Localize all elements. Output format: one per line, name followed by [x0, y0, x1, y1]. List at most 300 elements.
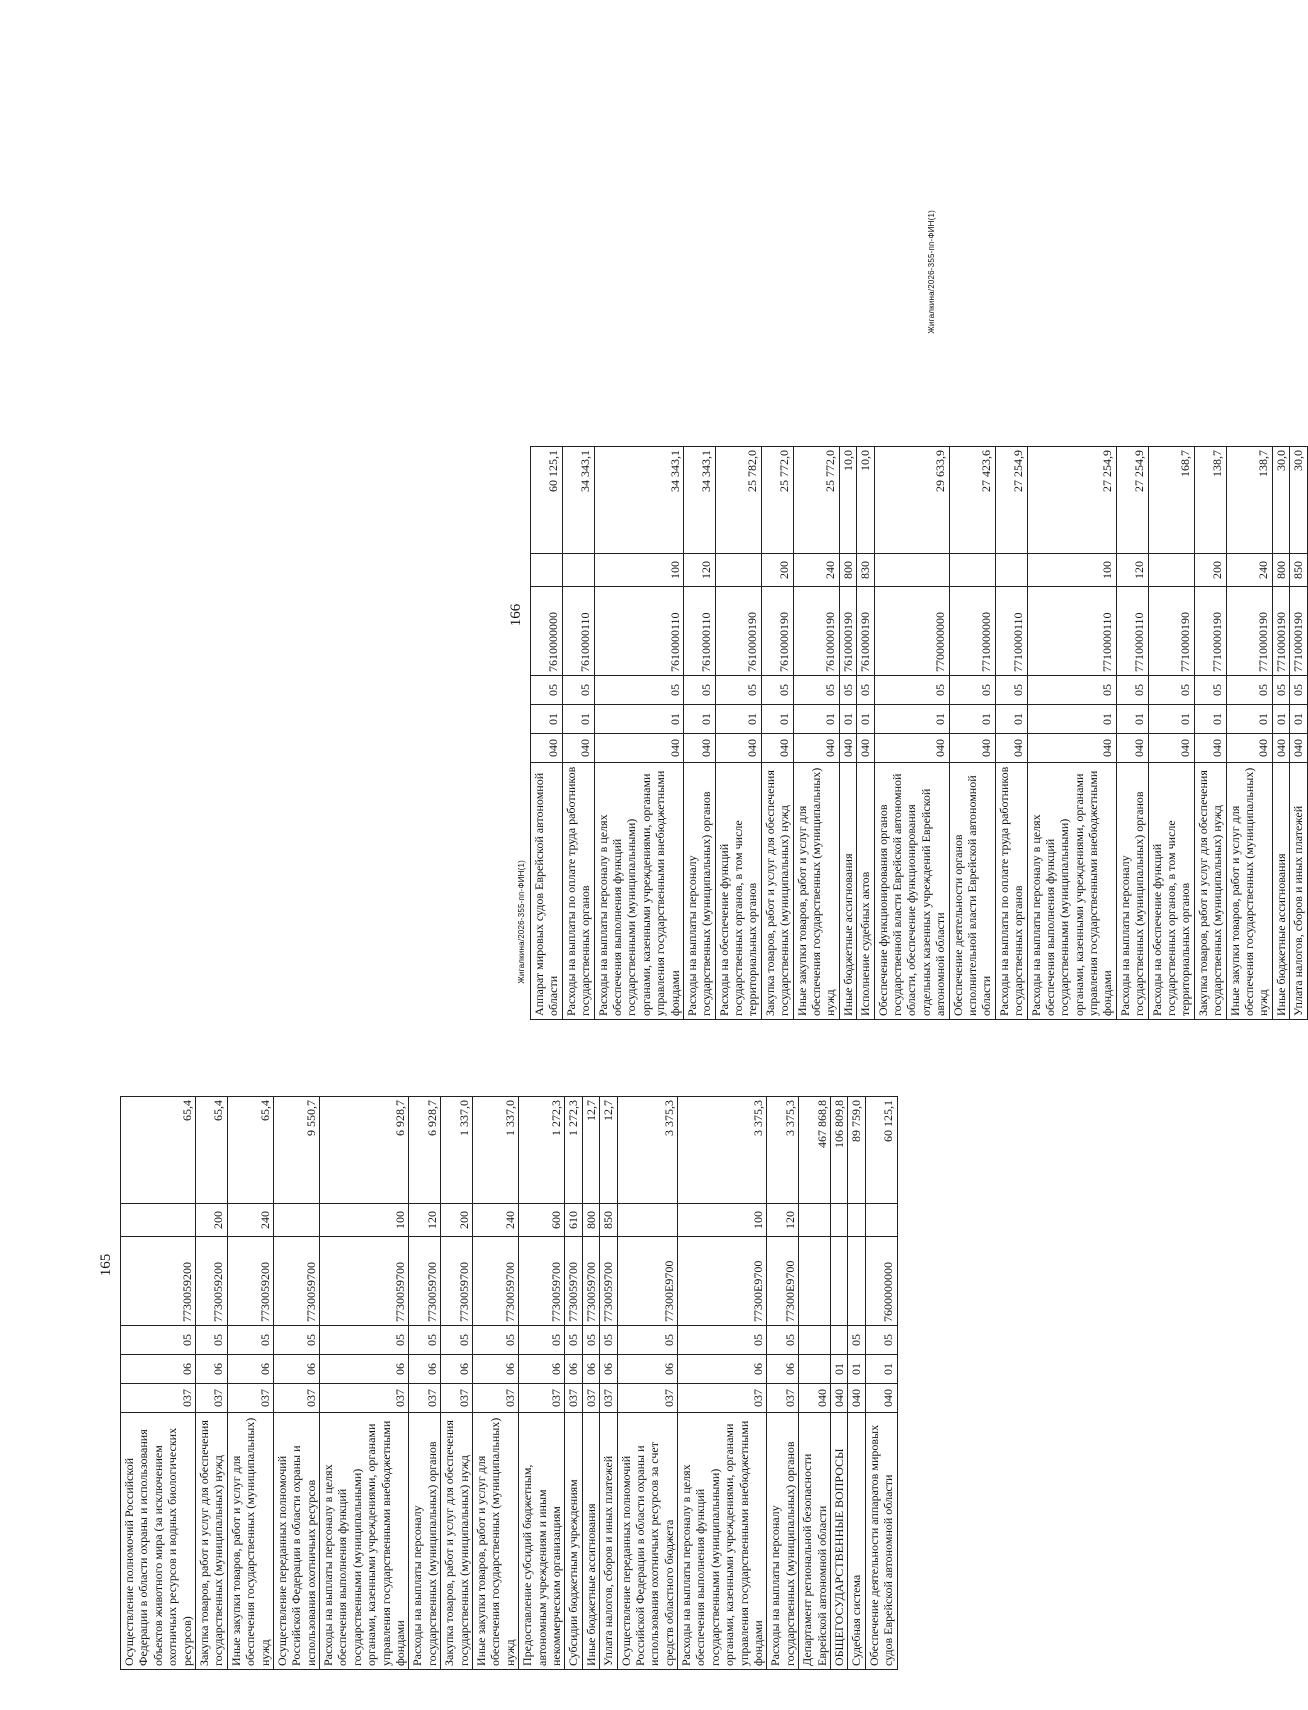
expense-type-code: 100 [320, 1204, 409, 1237]
section-code: 01 [683, 705, 715, 734]
expense-type-code [949, 554, 995, 587]
amount: 29 633,9 [874, 447, 949, 554]
expense-type-code: 100 [678, 1204, 767, 1237]
expense-type-code: 800 [839, 554, 856, 587]
section-code: 01 [1272, 705, 1289, 734]
amount: 1 337,0 [441, 1097, 473, 1204]
row-name: Иные бюджетные ассигнования [582, 1413, 599, 1670]
row-name: Субсидии бюджетным учреждениям [565, 1413, 582, 1670]
document-footer: Жигалкина/2026-355-пп-ФИН(1) [517, 860, 526, 984]
grbs-code: 037 [767, 1384, 799, 1413]
target-article-code: 7610000110 [562, 587, 594, 676]
row-name: Обеспечение деятельности органов исполнительной власти Еврейской автономной области [949, 763, 995, 1020]
section-code: 06 [600, 1355, 617, 1384]
target-article-code: 7610000190 [715, 587, 761, 676]
subsection-code: 05 [227, 1326, 273, 1355]
subsection-code: 05 [1226, 676, 1272, 705]
grbs-code: 037 [565, 1384, 582, 1413]
amount: 12,7 [582, 1097, 599, 1204]
section-code: 01 [830, 1355, 847, 1384]
row-name: Расходы на выплаты персоналу государственных (муниципальных) органов [683, 763, 715, 1020]
subsection-code: 05 [874, 676, 949, 705]
budget-table [120, 1096, 898, 1670]
target-article-code: 77300E9700 [617, 1237, 678, 1326]
subsection-code: 05 [472, 1326, 518, 1355]
section-code: 01 [1027, 705, 1116, 734]
grbs-code: 040 [1290, 734, 1307, 763]
target-article-code: 7610000190 [793, 587, 839, 676]
row-name: Расходы на обеспечение функций государственных органов, в том числе территориальных органов [715, 763, 761, 1020]
target-article-code: 7610000110 [683, 587, 715, 676]
grbs-code: 037 [320, 1384, 409, 1413]
amount: 138,7 [1194, 447, 1226, 554]
table-row [1226, 447, 1272, 1020]
row-name: Расходы на выплаты персоналу в целях обеспечения выполнения функций государственными (муниципальными) органами, казенными учреждениями, органами управления государственными внебюджетными фондами [594, 763, 683, 1020]
target-article-code: 7730059700 [441, 1237, 473, 1326]
expense-type-code [617, 1204, 678, 1237]
amount: 25 772,0 [793, 447, 839, 554]
table-row [562, 447, 594, 1020]
amount: 27 423,6 [949, 447, 995, 554]
expense-type-code: 240 [227, 1204, 273, 1237]
budget-table [530, 446, 1308, 1020]
subsection-code: 05 [949, 676, 995, 705]
section-code: 01 [1148, 705, 1194, 734]
row-name: Расходы на выплаты персоналу в целях обеспечения выполнения функций государственными (муниципальными) органами, казенными учреждениями, органами управления государственными внебюджетными фондами [320, 1413, 409, 1670]
row-name: Закупка товаров, работ и услуг для обеспечения государственных (муниципальных) нужд [441, 1413, 473, 1670]
grbs-code: 040 [562, 734, 594, 763]
grbs-code: 040 [594, 734, 683, 763]
section-code: 01 [1290, 705, 1307, 734]
expense-type-code: 610 [565, 1204, 582, 1237]
subsection-code: 05 [857, 676, 874, 705]
subsection-code: 05 [600, 1326, 617, 1355]
table-row [848, 1097, 865, 1670]
subsection-code: 05 [562, 676, 594, 705]
table-row [227, 1097, 273, 1670]
row-name: Иные бюджетные ассигнования [839, 763, 856, 1020]
row-name: Расходы на обеспечение функций государственных органов, в том числе территориальных органов [1148, 763, 1194, 1020]
section-code: 06 [519, 1355, 565, 1384]
subsection-code: 05 [865, 1326, 897, 1355]
section-code: 01 [1116, 705, 1148, 734]
amount: 34 343,1 [683, 447, 715, 554]
expense-type-code [874, 554, 949, 587]
subsection-code: 05 [565, 1326, 582, 1355]
amount: 25 772,0 [761, 447, 793, 554]
grbs-code: 040 [531, 734, 563, 763]
expense-type-code [848, 1204, 865, 1237]
expense-type-code: 120 [683, 554, 715, 587]
row-name: Расходы на выплаты персоналу государственных (муниципальных) органов [409, 1413, 441, 1670]
target-article-code [799, 1237, 831, 1326]
row-name: Иные закупки товаров, работ и услуг для обеспечения государственных (муниципальных) нужд [1226, 763, 1272, 1020]
amount: 168,7 [1148, 447, 1194, 554]
section-code: 06 [472, 1355, 518, 1384]
table-row [1194, 447, 1226, 1020]
amount: 6 928,7 [409, 1097, 441, 1204]
expense-type-code: 100 [1027, 554, 1116, 587]
target-article-code: 77300E9700 [767, 1237, 799, 1326]
subsection-code: 05 [1027, 676, 1116, 705]
table-row [600, 1097, 617, 1670]
amount: 34 343,1 [594, 447, 683, 554]
amount: 27 254,9 [1116, 447, 1148, 554]
table-row [767, 1097, 799, 1670]
grbs-code: 037 [195, 1384, 227, 1413]
amount: 27 254,9 [1027, 447, 1116, 554]
grbs-code: 040 [830, 1384, 847, 1413]
section-code [799, 1355, 831, 1384]
row-name: Судебная система [848, 1413, 865, 1670]
target-article-code: 7610000190 [761, 587, 793, 676]
section-code: 01 [562, 705, 594, 734]
expense-type-code: 800 [582, 1204, 599, 1237]
subsection-code: 05 [617, 1326, 678, 1355]
expense-type-code [562, 554, 594, 587]
table-row [617, 1097, 678, 1670]
amount: 138,7 [1226, 447, 1272, 554]
page-number: 166 [508, 603, 524, 627]
target-article-code: 7730059700 [565, 1237, 582, 1326]
grbs-code: 037 [617, 1384, 678, 1413]
row-name: Расходы на выплаты персоналу государственных (муниципальных) органов [1116, 763, 1148, 1020]
grbs-code: 040 [839, 734, 856, 763]
table-row [683, 447, 715, 1020]
expense-type-code: 200 [1194, 554, 1226, 587]
grbs-code: 037 [273, 1384, 319, 1413]
table-row [1027, 447, 1116, 1020]
expense-type-code: 100 [594, 554, 683, 587]
table-row [830, 1097, 847, 1670]
row-name: Расходы на выплаты по оплате труда работников государственных органов [562, 763, 594, 1020]
budget-page-166 [410, 0, 1306, 1016]
section-code: 01 [531, 705, 563, 734]
subsection-code: 05 [761, 676, 793, 705]
grbs-code: 040 [1226, 734, 1272, 763]
section-code: 01 [874, 705, 949, 734]
expense-type-code [865, 1204, 897, 1237]
table-row [949, 447, 995, 1020]
amount: 1 272,3 [565, 1097, 582, 1204]
subsection-code: 05 [683, 676, 715, 705]
grbs-code: 040 [874, 734, 949, 763]
amount: 27 254,9 [995, 447, 1027, 554]
section-code: 01 [793, 705, 839, 734]
table-row [857, 447, 874, 1020]
table-row [472, 1097, 518, 1670]
table-row [995, 447, 1027, 1020]
target-article-code: 7700000000 [874, 587, 949, 676]
table-row [1148, 447, 1194, 1020]
target-article-code: 7710000190 [1226, 587, 1272, 676]
subsection-code: 05 [121, 1326, 196, 1355]
expense-type-code: 850 [1290, 554, 1307, 587]
row-name: Уплата налогов, сборов и иных платежей [600, 1413, 617, 1670]
amount: 9 550,7 [273, 1097, 319, 1204]
amount: 65,4 [227, 1097, 273, 1204]
expense-type-code: 200 [195, 1204, 227, 1237]
row-name: Осуществление полномочий Российской Федерации в области охраны и использования объектов животного мира (за исключением охотничьих ресурсов и водных биологических ресурсов) [121, 1413, 196, 1670]
row-name: Обеспечение функционирования органов государственной власти Еврейской автономной области, обеспечение функционирования отдельных казенных учреждений Еврейской автономной области [874, 763, 949, 1020]
expense-type-code [830, 1204, 847, 1237]
amount: 65,4 [195, 1097, 227, 1204]
row-name: Осуществление переданных полномочий Российской Федерации в области охраны и использования охотничьих ресурсов [273, 1413, 319, 1670]
amount: 60 125,1 [531, 447, 563, 554]
row-name: Уплата налогов, сборов и иных платежей [1290, 763, 1307, 1020]
amount: 3 375,3 [678, 1097, 767, 1204]
grbs-code: 040 [995, 734, 1027, 763]
section-code: 06 [617, 1355, 678, 1384]
target-article-code: 7730059700 [320, 1237, 409, 1326]
target-article-code: 7710000000 [949, 587, 995, 676]
row-name: Аппарат мировых судов Еврейской автономной области [531, 763, 563, 1020]
table-row [582, 1097, 599, 1670]
rotated-page-content [500, 210, 1306, 1020]
table-row [715, 447, 761, 1020]
grbs-code: 040 [857, 734, 874, 763]
grbs-code: 037 [227, 1384, 273, 1413]
target-article-code: 7610000110 [594, 587, 683, 676]
target-article-code: 7730059700 [600, 1237, 617, 1326]
subsection-code: 05 [1272, 676, 1289, 705]
expense-type-code: 240 [472, 1204, 518, 1237]
grbs-code: 040 [793, 734, 839, 763]
row-name: Расходы на выплаты персоналу государственных (муниципальных) органов [767, 1413, 799, 1670]
row-name: Иные закупки товаров, работ и услуг для обеспечения государственных (муниципальных) нужд [472, 1413, 518, 1670]
table-row [409, 1097, 441, 1670]
amount: 106 809,8 [830, 1097, 847, 1204]
section-code: 06 [121, 1355, 196, 1384]
grbs-code: 040 [1027, 734, 1116, 763]
amount: 1 272,3 [519, 1097, 565, 1204]
subsection-code: 05 [1290, 676, 1307, 705]
section-code: 06 [582, 1355, 599, 1384]
subsection-code: 05 [531, 676, 563, 705]
subsection-code: 05 [848, 1326, 865, 1355]
section-code: 06 [227, 1355, 273, 1384]
document-footer: Жигалкина/2026-355-пп-ФИН(1) [927, 210, 936, 334]
target-article-code [848, 1237, 865, 1326]
subsection-code: 05 [273, 1326, 319, 1355]
section-code: 01 [848, 1355, 865, 1384]
amount: 65,4 [121, 1097, 196, 1204]
subsection-code: 05 [678, 1326, 767, 1355]
expense-type-code: 120 [767, 1204, 799, 1237]
expense-type-code: 600 [519, 1204, 565, 1237]
expense-type-code [799, 1204, 831, 1237]
target-article-code: 7730059700 [472, 1237, 518, 1326]
table-row [1272, 447, 1289, 1020]
amount: 60 125,1 [865, 1097, 897, 1204]
subsection-code: 05 [767, 1326, 799, 1355]
subsection-code: 05 [839, 676, 856, 705]
target-article-code: 7730059700 [409, 1237, 441, 1326]
target-article-code: 7730059700 [519, 1237, 565, 1326]
section-code: 01 [949, 705, 995, 734]
section-code: 01 [715, 705, 761, 734]
expense-type-code [995, 554, 1027, 587]
grbs-code: 037 [409, 1384, 441, 1413]
table-row [761, 447, 793, 1020]
subsection-code [799, 1326, 831, 1355]
target-article-code: 7710000190 [1290, 587, 1307, 676]
target-article-code: 7730059700 [273, 1237, 319, 1326]
page-number: 165 [98, 1253, 114, 1277]
table-row [1290, 447, 1307, 1020]
grbs-code: 040 [865, 1384, 897, 1413]
expense-type-code: 830 [857, 554, 874, 587]
row-name: ОБЩЕГОСУДАРСТВЕННЫЕ ВОПРОСЫ [830, 1413, 847, 1670]
row-name: Расходы на выплаты по оплате труда работников государственных органов [995, 763, 1027, 1020]
section-code: 01 [761, 705, 793, 734]
grbs-code: 040 [799, 1384, 831, 1413]
grbs-code: 040 [949, 734, 995, 763]
row-name: Исполнение судебных актов [857, 763, 874, 1020]
grbs-code: 037 [121, 1384, 196, 1413]
target-article-code: 7610000000 [531, 587, 563, 676]
expense-type-code: 120 [409, 1204, 441, 1237]
subsection-code: 05 [195, 1326, 227, 1355]
table-row [678, 1097, 767, 1670]
table-row [531, 447, 563, 1020]
amount: 10,0 [857, 447, 874, 554]
table-row [799, 1097, 831, 1670]
amount: 1 337,0 [472, 1097, 518, 1204]
grbs-code: 040 [683, 734, 715, 763]
section-code: 06 [273, 1355, 319, 1384]
amount: 6 928,7 [320, 1097, 409, 1204]
table-row [874, 447, 949, 1020]
grbs-code: 040 [1148, 734, 1194, 763]
row-name: Закупка товаров, работ и услуг для обеспечения государственных (муниципальных) нужд [195, 1413, 227, 1670]
target-article-code: 7610000190 [857, 587, 874, 676]
table-row [441, 1097, 473, 1670]
table-row [565, 1097, 582, 1670]
expense-type-code [273, 1204, 319, 1237]
table-row [839, 447, 856, 1020]
subsection-code: 05 [320, 1326, 409, 1355]
subsection-code: 05 [715, 676, 761, 705]
row-name: Иные бюджетные ассигнования [1272, 763, 1289, 1020]
section-code: 06 [195, 1355, 227, 1384]
row-name: Предоставление субсидий бюджетным, автономным учреждениям и иным некоммерческим организациям [519, 1413, 565, 1670]
target-article-code: 7730059700 [582, 1237, 599, 1326]
grbs-code: 037 [678, 1384, 767, 1413]
subsection-code: 05 [793, 676, 839, 705]
grbs-code: 040 [761, 734, 793, 763]
expense-type-code: 850 [600, 1204, 617, 1237]
table-row [594, 447, 683, 1020]
amount: 10,0 [839, 447, 856, 554]
row-name: Департамент региональной безопасности Еврейской автономной области [799, 1413, 831, 1670]
row-name: Закупка товаров, работ и услуг для обеспечения государственных (муниципальных) нужд [761, 763, 793, 1020]
table-row [865, 1097, 897, 1670]
target-article-code: 7730059200 [121, 1237, 196, 1326]
amount: 25 782,0 [715, 447, 761, 554]
expense-type-code: 240 [793, 554, 839, 587]
subsection-code: 05 [1194, 676, 1226, 705]
target-article-code: 7710000110 [1116, 587, 1148, 676]
expense-type-code: 200 [441, 1204, 473, 1237]
section-code: 06 [441, 1355, 473, 1384]
section-code: 01 [857, 705, 874, 734]
row-name: Иные закупки товаров, работ и услуг для обеспечения государственных (муниципальных) нужд [227, 1413, 273, 1670]
subsection-code: 05 [441, 1326, 473, 1355]
target-article-code: 7710000190 [1272, 587, 1289, 676]
subsection-code: 05 [1148, 676, 1194, 705]
target-article-code: 7710000110 [1027, 587, 1116, 676]
grbs-code: 040 [1194, 734, 1226, 763]
table-row [519, 1097, 565, 1670]
subsection-code: 05 [594, 676, 683, 705]
amount: 3 375,3 [617, 1097, 678, 1204]
grbs-code: 040 [715, 734, 761, 763]
section-code: 01 [1226, 705, 1272, 734]
amount: 467 868,8 [799, 1097, 831, 1204]
amount: 12,7 [600, 1097, 617, 1204]
expense-type-code: 200 [761, 554, 793, 587]
amount: 3 375,3 [767, 1097, 799, 1204]
section-code: 06 [678, 1355, 767, 1384]
expense-type-code: 800 [1272, 554, 1289, 587]
amount: 89 759,0 [848, 1097, 865, 1204]
target-article-code: 7610000190 [839, 587, 856, 676]
table-row [273, 1097, 319, 1670]
section-code: 01 [865, 1355, 897, 1384]
target-article-code: 7710000110 [995, 587, 1027, 676]
section-code: 06 [409, 1355, 441, 1384]
section-code: 06 [767, 1355, 799, 1384]
expense-type-code: 120 [1116, 554, 1148, 587]
section-code: 06 [565, 1355, 582, 1384]
target-article-code: 7600000000 [865, 1237, 897, 1326]
expense-type-code [121, 1204, 196, 1237]
target-article-code: 7730059200 [227, 1237, 273, 1326]
target-article-code: 77300E9700 [678, 1237, 767, 1326]
section-code: 01 [594, 705, 683, 734]
section-code: 01 [839, 705, 856, 734]
amount: 34 343,1 [562, 447, 594, 554]
target-article-code: 7710000190 [1194, 587, 1226, 676]
table-row [195, 1097, 227, 1670]
table-row [1116, 447, 1148, 1020]
target-article-code [830, 1237, 847, 1326]
grbs-code: 037 [519, 1384, 565, 1413]
subsection-code: 05 [1116, 676, 1148, 705]
table-row [793, 447, 839, 1020]
grbs-code: 040 [848, 1384, 865, 1413]
expense-type-code [1148, 554, 1194, 587]
section-code: 01 [1194, 705, 1226, 734]
row-name: Расходы на выплаты персоналу в целях обеспечения выполнения функций государственными (муниципальными) органами, казенными учреждениями, органами управления государственными внебюджетными фондами [1027, 763, 1116, 1020]
subsection-code: 05 [409, 1326, 441, 1355]
expense-type-code [531, 554, 563, 587]
amount: 30,0 [1272, 447, 1289, 554]
row-name: Иные закупки товаров, работ и услуг для обеспечения государственных (муниципальных) нужд [793, 763, 839, 1020]
table-row [121, 1097, 196, 1670]
grbs-code: 037 [472, 1384, 518, 1413]
section-code: 06 [320, 1355, 409, 1384]
row-name: Закупка товаров, работ и услуг для обеспечения государственных (муниципальных) нужд [1194, 763, 1226, 1020]
row-name: Расходы на выплаты персоналу в целях обеспечения выполнения функций государственными (муниципальными) органами, казенными учреждениями, органами управления государственными внебюджетными фондами [678, 1413, 767, 1670]
target-article-code: 7730059200 [195, 1237, 227, 1326]
target-article-code: 7710000190 [1148, 587, 1194, 676]
expense-type-code: 240 [1226, 554, 1272, 587]
row-name: Осуществление переданных полномочий Российской Федерации в области охраны и использования охотничьих ресурсов за счет средств областного бюджета [617, 1413, 678, 1670]
row-name: Обеспечение деятельности аппаратов мировых судов Еврейской автономной области [865, 1413, 897, 1670]
grbs-code: 037 [582, 1384, 599, 1413]
